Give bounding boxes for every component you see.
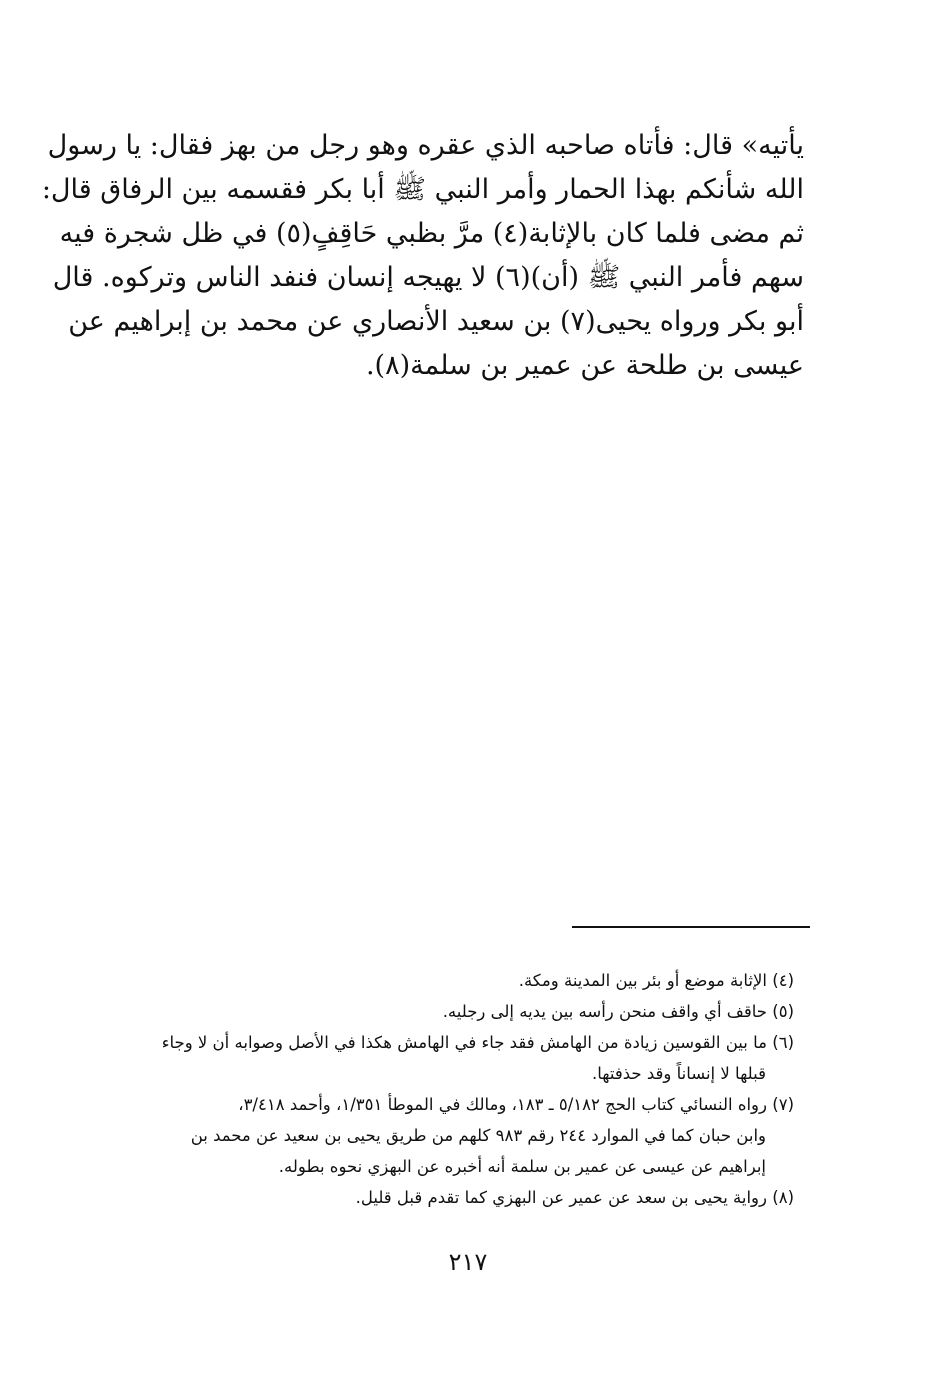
footnote-line: (٧) رواه النسائي كتاب الحج ٥/١٨٢ ـ ١٨٣، ومالك في الموطأ ١/٣٥١، وأحمد ٣/٤١٨، — [238, 1095, 794, 1114]
page-number: ٢١٧ — [448, 1248, 488, 1276]
footnote-line: (٦) ما بين القوسين زيادة من الهامش فقد جاء في الهامش هكذا في الأصل وصوابه أن لا وجاء — [161, 1033, 794, 1052]
footnote-line: (٥) حاقف أي واقف منحن رأسه بين يديه إلى رجليه. — [442, 1002, 794, 1021]
main-text-line: ثم مضى فلما كان بالإثابة(٤) مرَّ بظبي حَاقِفٍ(٥) في ظل شجرة فيه — [59, 218, 804, 249]
main-text-line: يأتيه» قال: فأتاه صاحبه الذي عقره وهو رجل من بهز فقال: يا رسول — [47, 130, 804, 161]
footnote-8 — [140, 1182, 794, 1213]
footnote-6 — [140, 1027, 794, 1089]
footnote-line: قبلها لا إنساناً وقد حذفتها. — [591, 1064, 766, 1083]
footnote-line: (٤) الإثابة موضع أو بئر بين المدينة ومكة. — [518, 971, 794, 990]
footnote-4 — [140, 965, 794, 996]
footnote-5 — [140, 996, 794, 1027]
footnote-separator — [572, 926, 810, 928]
footnote-line: إبراهيم عن عيسى عن عمير بن سلمة أنه أخبره عن البهزي نحوه بطوله. — [278, 1157, 766, 1176]
main-text-line: عيسى بن طلحة عن عمير بن سلمة(٨). — [365, 350, 804, 381]
main-text-line: سهم فأمر النبي ﷺ (أن)(٦) لا يهيجه إنسان فنفد الناس وتركوه. قال — [52, 262, 804, 293]
footnote-7 — [140, 1089, 794, 1182]
footnotes-block — [140, 965, 794, 1213]
main-text-line: الله شأنكم بهذا الحمار وأمر النبي ﷺ أبا بكر فقسمه بين الرفاق قال: — [41, 174, 804, 205]
footnote-line: (٨) رواية يحيى بن سعد عن عمير عن البهزي كما تقدم قبل قليل. — [355, 1188, 794, 1207]
main-text-block — [41, 124, 804, 388]
footnote-line: وابن حبان كما في الموارد ٢٤٤ رقم ٩٨٣ كلهم من طريق يحيى بن سعيد عن محمد بن — [190, 1126, 766, 1145]
main-text-line: أبو بكر ورواه يحيى(٧) بن سعيد الأنصاري عن محمد بن إبراهيم عن — [68, 306, 804, 337]
